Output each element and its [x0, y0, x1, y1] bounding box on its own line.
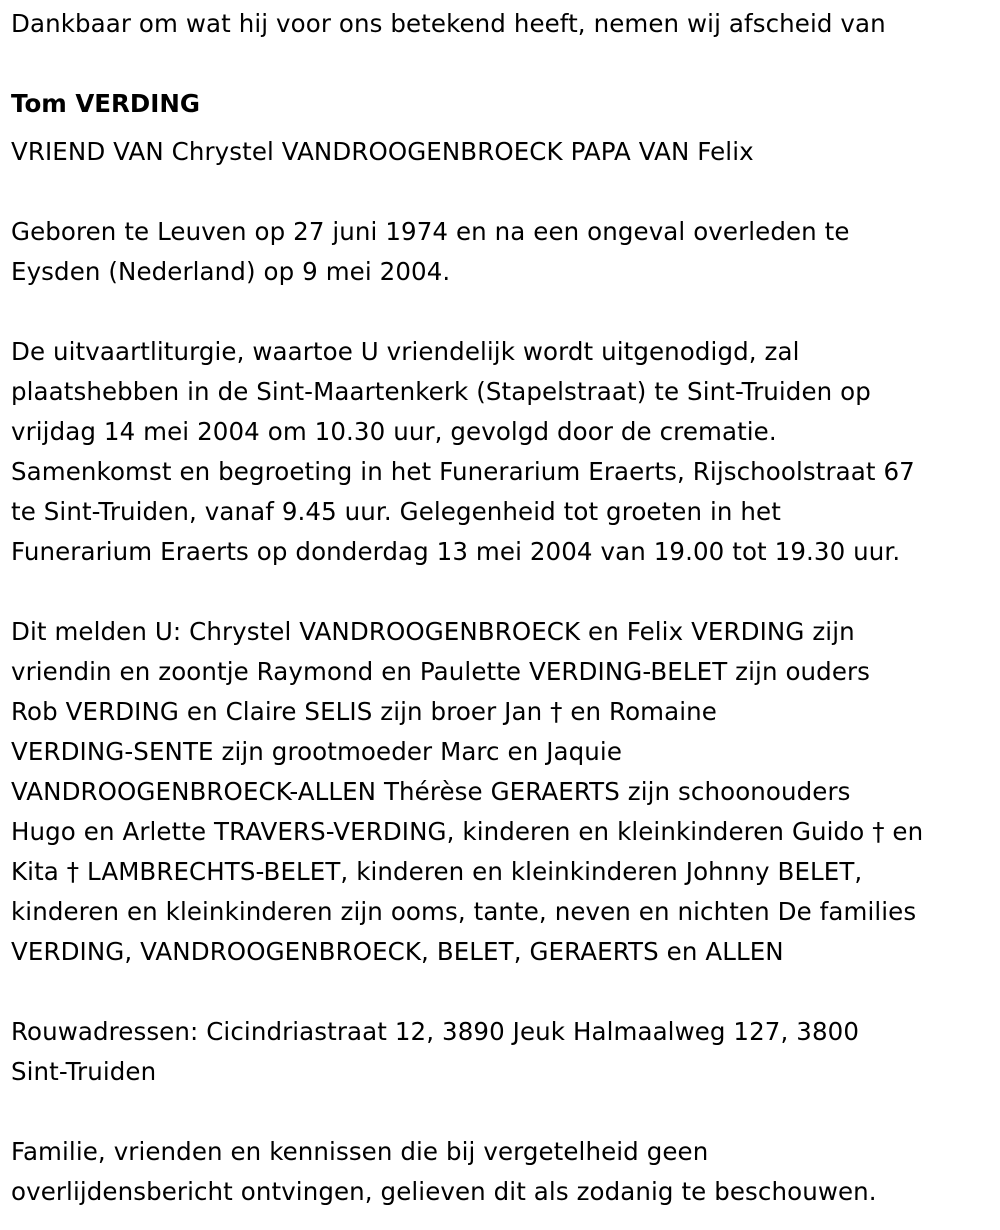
deceased-name: Tom VERDING	[11, 89, 200, 118]
text-line: plaatshebben in de Sint-Maartenkerk (Stapelstraat) te Sint-Truiden op	[11, 377, 871, 406]
closing-paragraph	[11, 1132, 989, 1212]
text-line: Hugo en Arlette TRAVERS-VERDING, kinderen en kleinkinderen Guido † en	[11, 817, 924, 846]
text-line: overlijdensbericht ontvingen, gelieven dit als zodanig te beschouwen.	[11, 1177, 877, 1206]
ceremony-paragraph	[11, 332, 989, 572]
addresses-paragraph	[11, 1012, 989, 1092]
intro-text: Dankbaar om wat hij voor ons betekend heeft, nemen wij afscheid van	[11, 9, 886, 38]
text-line: te Sint-Truiden, vanaf 9.45 uur. Gelegenheid tot groeten in het	[11, 497, 781, 526]
text-line: De uitvaartliturgie, waartoe U vriendelijk wordt uitgenodigd, zal	[11, 337, 800, 366]
text-line: vrijdag 14 mei 2004 om 10.30 uur, gevolgd door de crematie.	[11, 417, 777, 446]
text-line: vriendin en zoontje Raymond en Paulette VERDING-BELET zijn ouders	[11, 657, 871, 686]
text-line: kinderen en kleinkinderen zijn ooms, tante, neven en nichten De families	[11, 897, 917, 926]
text-line: Familie, vrienden en kennissen die bij vergetelheid geen	[11, 1137, 709, 1166]
text-line: Dit melden U: Chrystel VANDROOGENBROECK en Felix VERDING zijn	[11, 617, 855, 646]
text-line: Eysden (Nederland) op 9 mei 2004.	[11, 257, 451, 286]
birth-death-paragraph	[11, 212, 989, 292]
relation-text: VRIEND VAN Chrystel VANDROOGENBROECK PAPA VAN Felix	[11, 137, 754, 166]
text-line: Kita † LAMBRECHTS-BELET, kinderen en kleinkinderen Johnny BELET,	[11, 857, 863, 886]
text-line: VANDROOGENBROECK-ALLEN Thérèse GERAERTS zijn schoonouders	[11, 777, 851, 806]
text-line: Sint-Truiden	[11, 1057, 157, 1086]
text-line: VERDING-SENTE zijn grootmoeder Marc en Jaquie	[11, 737, 623, 766]
text-line: Rob VERDING en Claire SELIS zijn broer Jan † en Romaine	[11, 697, 717, 726]
text-line: Samenkomst en begroeting in het Funerarium Eraerts, Rijschoolstraat 67	[11, 457, 915, 486]
text-line: Funerarium Eraerts op donderdag 13 mei 2004 van 19.00 tot 19.30 uur.	[11, 537, 901, 566]
text-line: Geboren te Leuven op 27 juni 1974 en na een ongeval overleden te	[11, 217, 850, 246]
text-line: VERDING, VANDROOGENBROECK, BELET, GERAERTS en ALLEN	[11, 937, 784, 966]
text-line: Rouwadressen: Cicindriastraat 12, 3890 Jeuk Halmaalweg 127, 3800	[11, 1017, 860, 1046]
family-paragraph	[11, 612, 989, 972]
